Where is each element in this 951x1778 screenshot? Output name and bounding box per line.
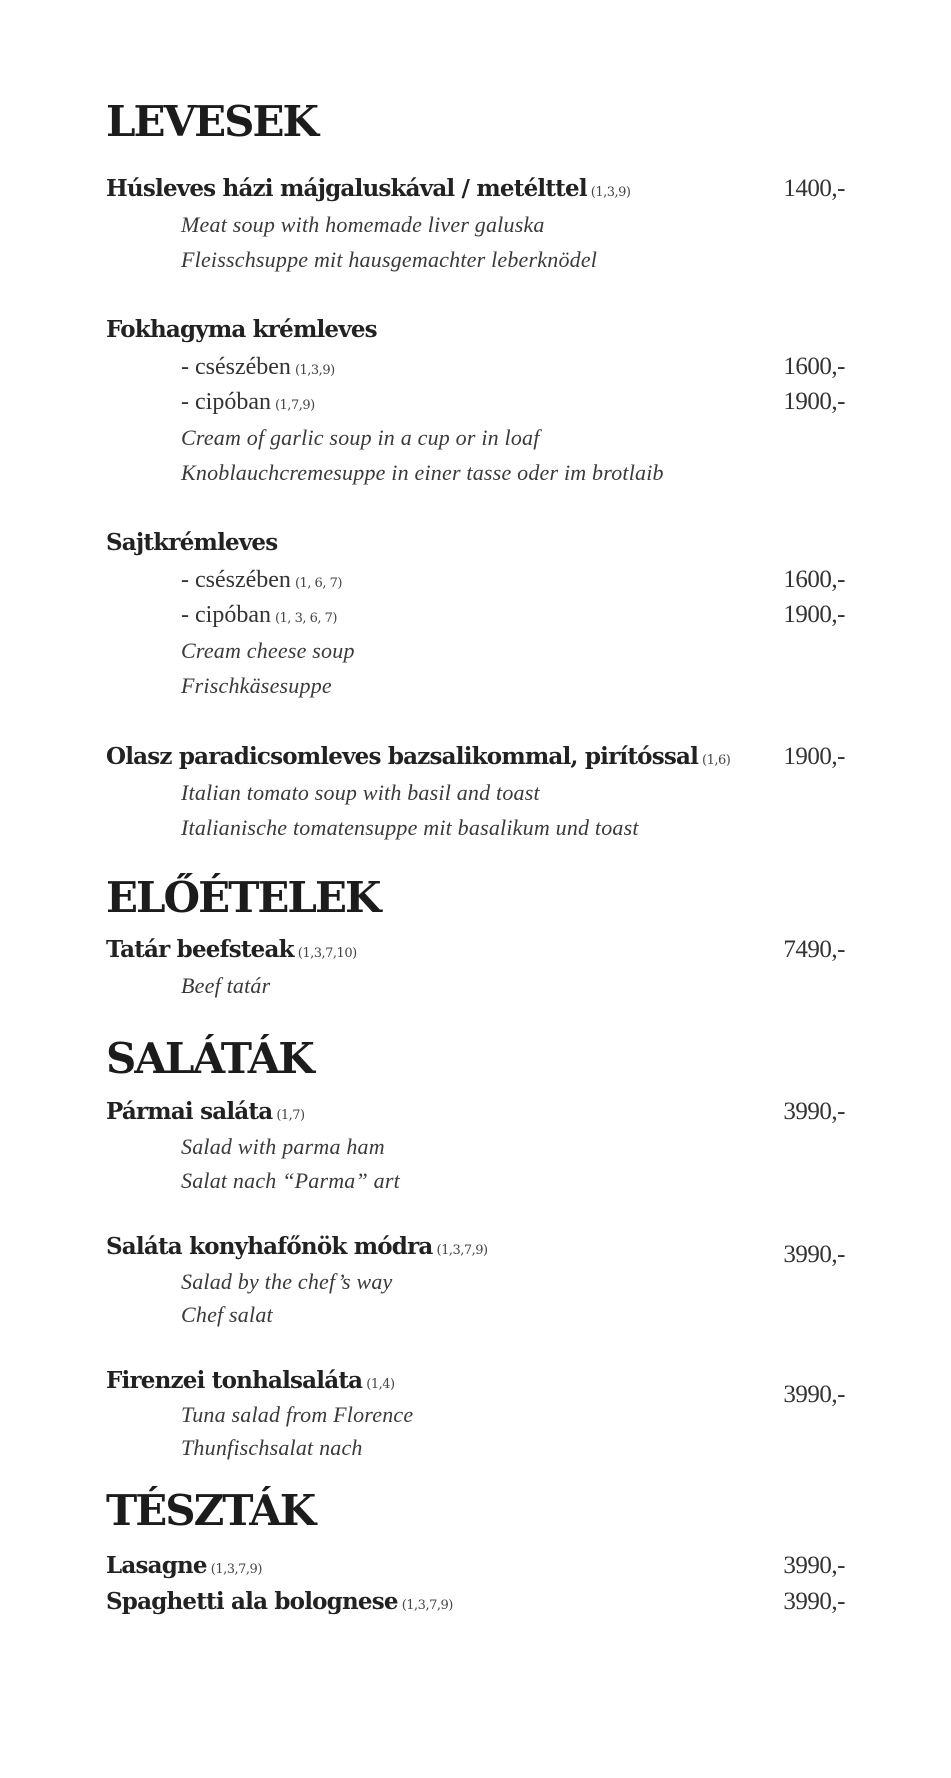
translation-de: Salat nach “Parma” art [181,1168,400,1193]
variant-label: - cipóban [181,602,271,628]
menu-item-konyhafonok [106,1230,845,1268]
translation-de: Italianische tomatensuppe mit basalikum und toast [181,815,639,840]
item-price: 3990,- [783,1241,845,1268]
translation-en: Italian tomato soup with basil and toast [181,780,540,805]
item-price: 3990,- [783,1381,845,1408]
menu-item-fokhagyma [106,313,845,347]
translation-de: Chef salat [181,1302,273,1327]
allergen-codes: (1,3,9) [294,363,335,378]
menu-item-sajtkremleves [106,526,845,560]
translation-en: Cream cheese soup [181,638,355,663]
menu-item-husleves [106,172,845,206]
allergen-codes: (1,3,7,10) [297,946,357,961]
allergen-codes: (1,6) [702,753,731,768]
allergen-codes: (1,3,7,9) [401,1598,453,1613]
item-name: Firenzei tonhalsaláta [106,1367,363,1394]
variant-price: 1600,- [783,353,845,380]
translation-de: Thunfischsalat nach [181,1435,363,1460]
item-name: Spaghetti ala bolognese [106,1588,398,1615]
item-name: Pármai saláta [106,1098,273,1125]
allergen-codes: (1, 3, 6, 7) [274,611,337,626]
menu-item-lasagne [106,1549,845,1583]
item-name: Lasagne [106,1552,207,1579]
allergen-codes: (1,3,9) [590,185,631,200]
menu-item-tonhalsalata [106,1364,845,1408]
translation-en: Cream of garlic soup in a cup or in loaf [181,425,540,450]
section-title-salatak: SALÁTÁK [106,1034,313,1083]
menu-item-parmai [106,1095,845,1129]
allergen-codes: (1,7,9) [274,398,315,413]
allergen-codes: (1,3,7,9) [210,1562,262,1577]
item-name: Saláta konyhafőnök módra [106,1233,433,1260]
translation-de: Frischkäsesuppe [181,673,332,698]
item-price: 3990,- [783,1588,845,1615]
item-price: 1900,- [783,743,845,770]
allergen-codes: (1,3,7,9) [436,1243,488,1258]
section-title-levesek: LEVESEK [106,97,317,146]
variant-label: - csészében [181,567,291,593]
variant-loaf [181,385,845,419]
item-price: 1400,- [783,175,845,202]
variant-price: 1600,- [783,566,845,593]
section-title-tesztak: TÉSZTÁK [106,1486,315,1535]
variant-label: - cipóban [181,389,271,415]
translation-de: Fleisschsuppe mit hausgemachter leberknödel [181,247,598,272]
variant-cup [181,563,845,597]
item-name: Olasz paradicsomleves bazsalikommal, pirítóssal [106,743,699,770]
item-price: 3990,- [783,1552,845,1579]
allergen-codes: (1,4) [366,1377,395,1392]
variant-price: 1900,- [783,601,845,628]
translation-en: Tuna salad from Florence [181,1402,414,1427]
item-name: Tatár beefsteak [106,936,294,963]
section-title-eloetelek: ELŐÉTELEK [106,873,380,922]
item-price: 7490,- [783,936,845,963]
translation-en: Beef tatár [181,973,271,998]
item-name: Húsleves házi májgaluskával / metélttel [106,175,587,202]
allergen-codes: (1, 6, 7) [294,576,342,591]
variant-cup [181,350,845,384]
item-name: Fokhagyma krémleves [106,316,377,343]
item-price: 3990,- [783,1098,845,1125]
translation-en: Salad with parma ham [181,1134,385,1159]
menu-item-spaghetti [106,1585,845,1619]
translation-de: Knoblauchcremesuppe in einer tasse oder im brotlaib [181,460,664,485]
variant-loaf [181,598,845,632]
menu-item-paradicsomleves [106,740,845,774]
variant-price: 1900,- [783,388,845,415]
translation-en: Salad by the chef’s way [181,1269,393,1294]
item-name: Sajtkrémleves [106,529,278,556]
translation-en: Meat soup with homemade liver galuska [181,212,545,237]
allergen-codes: (1,7) [276,1108,305,1123]
variant-label: - csészében [181,354,291,380]
menu-item-tatar [106,933,845,967]
